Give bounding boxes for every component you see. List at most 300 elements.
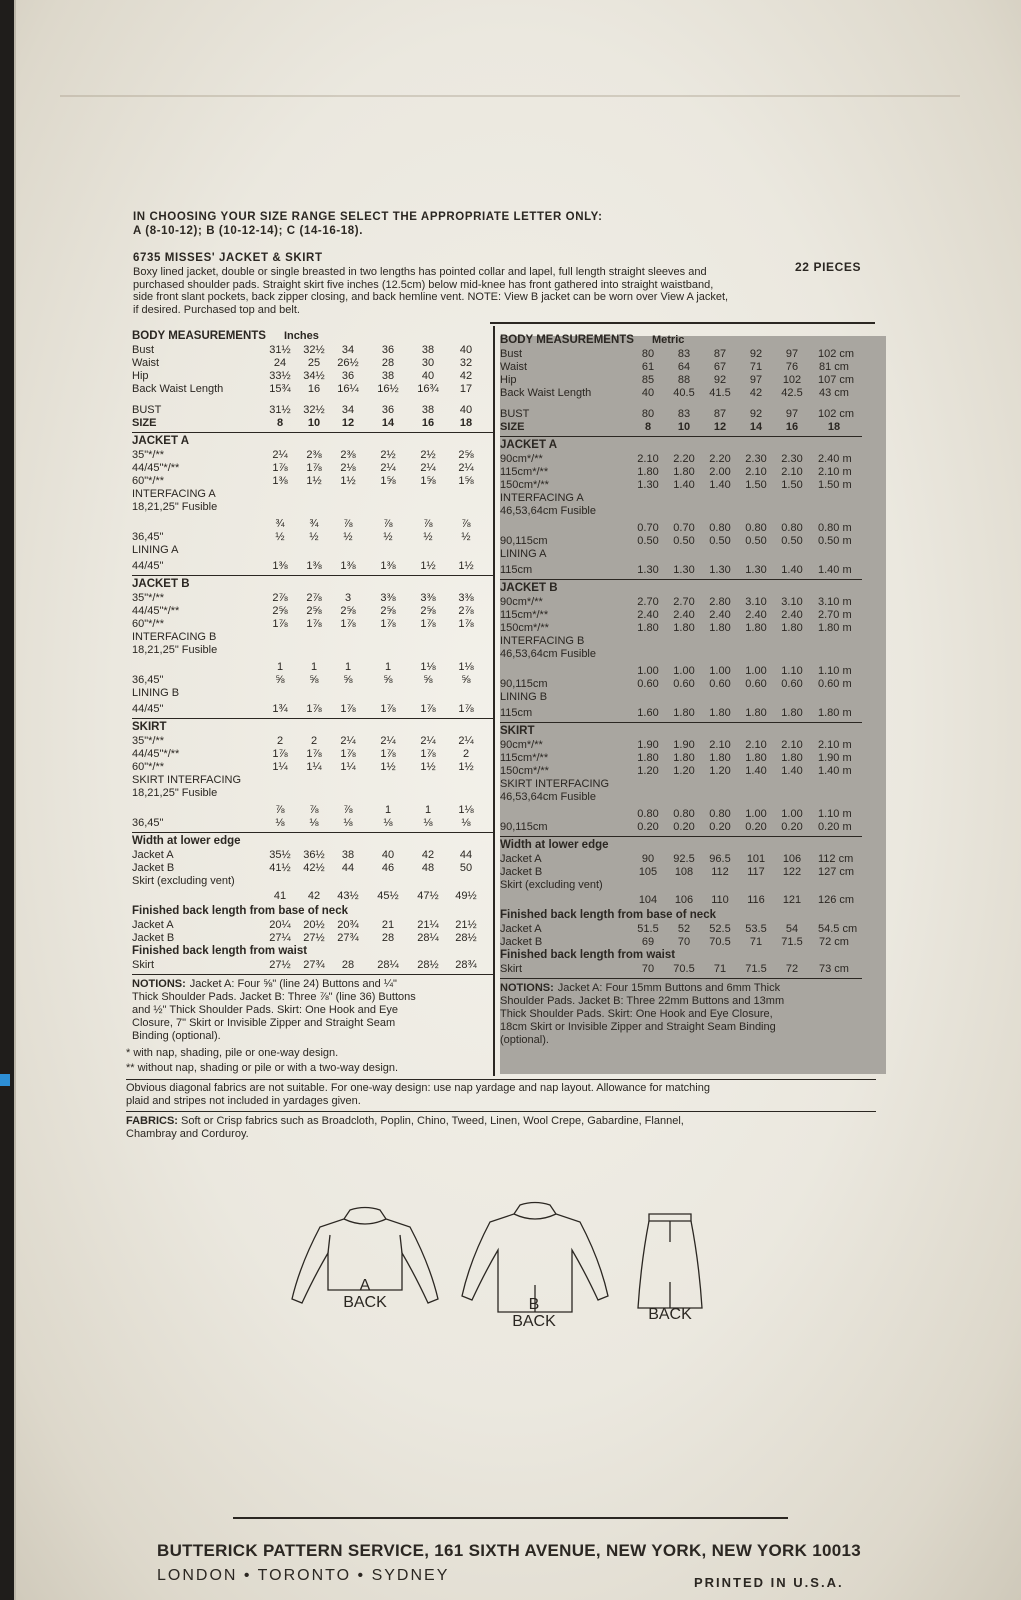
table-row	[132, 661, 490, 674]
row-value: 2.40	[745, 609, 767, 621]
row-value: 0.60	[709, 678, 731, 690]
row-value: 41	[273, 890, 287, 902]
row-value: 10	[677, 421, 691, 433]
row-value: 8	[276, 417, 284, 429]
fabrics-line	[126, 1115, 684, 1128]
row-value: 14	[749, 421, 763, 433]
rule	[132, 575, 494, 576]
row-value: 53.5	[745, 923, 767, 935]
row-value: 49½	[455, 890, 477, 902]
row-value: 2.70	[637, 596, 659, 608]
row-value: ⅝	[383, 674, 393, 686]
row-value: 1.20	[637, 765, 659, 777]
row-value: 1.00	[745, 665, 767, 677]
table-row	[132, 959, 490, 972]
row-value: 21½	[455, 919, 477, 931]
left-edge-line	[14, 0, 16, 1600]
row-value: 1.30	[637, 479, 659, 491]
row-value: 43 cm	[819, 387, 849, 399]
row-value: 1⅞	[272, 462, 288, 474]
row-value: 31½	[269, 344, 291, 356]
row-value: 32	[459, 357, 473, 369]
row-value: 1.00	[637, 665, 659, 677]
table-row	[132, 817, 490, 830]
row-value: 1.80	[745, 752, 767, 764]
description-line: purchased shoulder pads. Straight skirt five inches (12.5cm) below mid-knee has front gathered into straight waistband,	[133, 278, 714, 291]
interfacing-label: INTERFACING A	[500, 492, 584, 504]
row-value: 97	[785, 348, 799, 360]
row-value: ½	[309, 531, 319, 543]
notions-line: 18cm Skirt or Invisible Zipper and Straight Seam Binding	[500, 1021, 776, 1033]
lining-label: LINING A	[132, 544, 179, 556]
row-value: 0.20 m	[818, 821, 852, 833]
table-row	[500, 421, 858, 434]
row-value: 40.5	[673, 387, 695, 399]
row-label: 36,45"	[132, 817, 164, 829]
row-value: 40	[381, 849, 395, 861]
row-value: ⅛	[383, 817, 393, 829]
row-value: 38	[341, 849, 355, 861]
rule	[500, 436, 862, 437]
notions-line: Closure, 7" Skirt or Invisible Zipper and Straight Seam	[132, 1017, 396, 1029]
row-label: 60"*/**	[132, 618, 165, 630]
table-row	[500, 963, 858, 976]
table-row	[500, 752, 858, 765]
row-value: 85	[641, 374, 655, 386]
sketch-b-back-label: BACK	[512, 1313, 556, 1330]
row-value: 1.80	[637, 752, 659, 764]
row-value: 12	[713, 421, 727, 433]
row-value: 18	[459, 417, 473, 429]
row-value: 1.90	[673, 739, 695, 751]
table-row	[132, 605, 490, 618]
row-value: 81 cm	[819, 361, 849, 373]
row-value: 32½	[303, 404, 325, 416]
row-value: 71.5	[745, 963, 767, 975]
row-value: 28¾	[455, 959, 477, 971]
rule	[126, 1111, 876, 1112]
row-value: 1.80 m	[818, 622, 852, 634]
row-value: 30	[421, 357, 435, 369]
table-row	[500, 453, 858, 466]
row-label: Jacket A	[132, 919, 174, 931]
row-value: 67	[713, 361, 727, 373]
row-value: 2.40 m	[818, 453, 852, 465]
section-title: JACKET A	[500, 439, 558, 451]
row-value: 1.00	[673, 665, 695, 677]
fusible-label: 18,21,25" Fusible	[132, 501, 218, 513]
row-value: ⅝	[275, 674, 285, 686]
row-value: 40	[459, 344, 473, 356]
notions-line: Binding (optional).	[132, 1030, 221, 1042]
row-value: 27¼	[269, 932, 291, 944]
row-value: 1⅛	[458, 804, 474, 816]
row-value: 2⅞	[272, 592, 288, 604]
row-value: 2⅝	[458, 449, 474, 461]
row-value: 1⅜	[272, 475, 288, 487]
row-value: 1½	[340, 475, 356, 487]
row-value: 1⅞	[340, 703, 356, 715]
row-value: 42	[307, 890, 321, 902]
row-value: 54	[785, 923, 799, 935]
row-value: 1.60	[637, 707, 659, 719]
fusible-label: 46,53,64cm Fusible	[500, 791, 596, 803]
row-value: 38	[421, 344, 435, 356]
row-label: Hip	[132, 370, 149, 382]
row-value: 3⅜	[380, 592, 396, 604]
row-value: 1⅝	[458, 475, 474, 487]
row-value: ⅛	[309, 817, 319, 829]
pattern-description	[133, 266, 873, 316]
row-value: 16¾	[417, 383, 439, 395]
row-value: 2.70	[673, 596, 695, 608]
section-title: JACKET A	[132, 435, 190, 447]
row-value: 1¼	[340, 761, 356, 773]
table-row	[132, 761, 490, 774]
table-row	[132, 804, 490, 817]
diagonal-note: Obvious diagonal fabrics are not suitable. For one-way design: use nap yardage and nap layout. Allowance for matching	[126, 1082, 710, 1094]
interfacing-label: SKIRT INTERFACING	[500, 778, 610, 790]
row-value: 0.60	[781, 678, 803, 690]
row-value: 2	[310, 735, 318, 747]
unit-label: Inches	[283, 330, 319, 342]
row-value: 2.40	[673, 609, 695, 621]
row-value: 106	[674, 894, 694, 906]
notions-title: NOTIONS:	[500, 982, 554, 994]
row-value: 26½	[337, 357, 359, 369]
row-label: 90cm*/**	[500, 596, 543, 608]
table-row	[500, 739, 858, 752]
size-range-letters: A (8-10-12); B (10-12-14); C (14-16-18).	[133, 225, 364, 237]
row-value: 105	[638, 866, 658, 878]
row-value: ½	[423, 531, 433, 543]
row-value: ⅞	[309, 804, 319, 816]
table-row	[500, 821, 858, 834]
row-value: 18	[827, 421, 841, 433]
table-row	[132, 449, 490, 462]
row-label: 35"*/**	[132, 449, 165, 461]
rule	[132, 832, 494, 833]
row-value: 1.40 m	[818, 564, 852, 576]
row-value: 2⅞	[306, 592, 322, 604]
row-value: 2⅞	[458, 605, 474, 617]
blue-marker	[0, 1074, 10, 1086]
row-value: 1½	[380, 761, 396, 773]
row-value: ⅞	[461, 518, 471, 530]
company-cities: LONDON • TORONTO • SYDNEY	[157, 1567, 450, 1584]
fusible-label: 46,53,64cm Fusible	[500, 648, 596, 660]
row-label: 115cm*/**	[500, 609, 549, 621]
row-value: 34	[341, 404, 355, 416]
row-value: 1.80	[673, 707, 695, 719]
row-value: 1.50	[781, 479, 803, 491]
rule	[500, 836, 862, 837]
row-value: 2⅝	[306, 605, 322, 617]
size-range-heading: IN CHOOSING YOUR SIZE RANGE SELECT THE APPROPRIATE LETTER ONLY:	[133, 211, 603, 223]
row-value: 1⅞	[272, 748, 288, 760]
row-value: 40	[641, 387, 655, 399]
row-value: ¾	[309, 518, 319, 530]
row-label: 36,45"	[132, 674, 164, 686]
row-value: 1½	[420, 560, 436, 572]
row-value: 2⅝	[380, 605, 396, 617]
row-value: 2¼	[380, 462, 396, 474]
row-value: 1.80 m	[818, 707, 852, 719]
row-value: 1	[424, 804, 432, 816]
row-value: 83	[677, 408, 691, 420]
rule	[132, 432, 494, 433]
row-label: BUST	[132, 404, 162, 416]
row-value: 0.80	[673, 808, 695, 820]
row-label: Bust	[132, 344, 155, 356]
table-row	[132, 932, 490, 945]
row-value: 1.30	[673, 564, 695, 576]
table-row	[500, 853, 858, 866]
left-edge-shadow	[0, 0, 14, 1600]
row-value: ⅞	[423, 518, 433, 530]
row-value: 0.20	[637, 821, 659, 833]
row-value: 32½	[303, 344, 325, 356]
row-value: ⅛	[461, 817, 471, 829]
row-value: 36	[381, 344, 395, 356]
row-value: 3⅜	[458, 592, 474, 604]
row-label: Back Waist Length	[132, 383, 224, 395]
row-value: 1⅞	[306, 462, 322, 474]
row-value: 1.80	[673, 466, 695, 478]
row-value: 127 cm	[818, 866, 855, 878]
sketch-a-letter: A	[359, 1277, 371, 1294]
row-value: 35½	[269, 849, 291, 861]
printed-in: PRINTED IN U.S.A.	[694, 1575, 844, 1590]
row-value: 2½	[380, 449, 396, 461]
unit-label: Metric	[651, 334, 685, 346]
table-row	[132, 531, 490, 544]
row-value: 1	[310, 661, 318, 673]
row-value: 1.30	[637, 564, 659, 576]
notions-line: Thick Shoulder Pads. Skirt: One Hook and Eye Closure,	[500, 1008, 773, 1020]
row-value: 0.80	[781, 522, 803, 534]
row-value: 2	[462, 748, 470, 760]
row-value: 1.20	[673, 765, 695, 777]
rule	[126, 1079, 876, 1080]
row-value: ½	[343, 531, 353, 543]
row-label: 35"*/**	[132, 592, 165, 604]
section-title: Finished back length from base of neck	[500, 909, 716, 921]
row-value: 2⅝	[340, 605, 356, 617]
table-row	[132, 383, 490, 396]
row-value: 2¼	[420, 462, 436, 474]
row-value: 16	[785, 421, 799, 433]
row-value: 1⅞	[380, 748, 396, 760]
row-value: 0.70	[673, 522, 695, 534]
row-value: 1.10 m	[818, 808, 852, 820]
table-row	[500, 479, 858, 492]
row-value: 76	[785, 361, 799, 373]
row-value: 70.5	[673, 963, 695, 975]
interfacing-label: INTERFACING A	[132, 488, 216, 500]
row-value: 0.80	[637, 808, 659, 820]
footer-rule	[233, 1517, 788, 1519]
table-row	[132, 618, 490, 631]
row-value: 38	[381, 370, 395, 382]
row-value: 102	[782, 374, 802, 386]
metric-table	[500, 334, 880, 1054]
table-row	[132, 370, 490, 383]
row-value: ½	[461, 531, 471, 543]
row-value: 34	[341, 344, 355, 356]
row-label: 44/45"*/**	[132, 748, 180, 760]
row-value: 1⅞	[340, 618, 356, 630]
row-value: 40	[421, 370, 435, 382]
section-title: Width at lower edge	[132, 835, 241, 847]
section-title: Finished back length from waist	[132, 945, 308, 957]
row-value: 42	[749, 387, 763, 399]
column-divider	[493, 326, 495, 1076]
row-label: Waist	[132, 357, 160, 369]
row-value: 69	[641, 936, 655, 948]
row-value: 2.30	[745, 453, 767, 465]
row-value: 1.10	[781, 665, 803, 677]
company-address: BUTTERICK PATTERN SERVICE, 161 SIXTH AVENUE, NEW YORK, NEW YORK 10013	[157, 1541, 861, 1560]
row-value: 1½	[306, 475, 322, 487]
row-value: 1.80	[781, 707, 803, 719]
row-value: 2¼	[380, 735, 396, 747]
notions-line: Thick Shoulder Pads. Jacket B: Three ⅞" (line 36) Buttons	[132, 991, 416, 1003]
row-label: 44/45"*/**	[132, 462, 180, 474]
row-label: Jacket B	[500, 866, 543, 878]
row-value: 1⅛	[420, 661, 436, 673]
table-row	[132, 475, 490, 488]
fusible-label: 18,21,25" Fusible	[132, 787, 218, 799]
sketch-b-letter: B	[528, 1296, 540, 1313]
row-value: 1.50	[745, 479, 767, 491]
heading-text: BODY MEASUREMENTS	[500, 334, 634, 346]
row-value: 2.20	[673, 453, 695, 465]
row-value: 2¼	[340, 735, 356, 747]
table-row	[500, 535, 858, 548]
table-row	[500, 707, 858, 720]
row-value: 1⅞	[380, 703, 396, 715]
row-value: 1.30	[709, 564, 731, 576]
row-value: 1.40	[709, 479, 731, 491]
rule	[132, 718, 494, 719]
row-value: 41½	[269, 862, 291, 874]
rule	[132, 974, 494, 975]
description-line: side front slant pockets, back zipper closing, and back hemline vent. NOTE: View B jacket can be worn over View A jacket,	[133, 291, 729, 303]
row-label: Skirt	[500, 963, 522, 975]
row-value: 27¾	[303, 959, 325, 971]
row-label: 36,45"	[132, 531, 164, 543]
table-row	[132, 462, 490, 475]
row-value: 3.10	[781, 596, 803, 608]
table-row	[132, 919, 490, 932]
row-value: 0.80 m	[818, 522, 852, 534]
row-value: ⅛	[343, 817, 353, 829]
row-value: 1.80	[709, 622, 731, 634]
row-value: 1⅞	[420, 748, 436, 760]
row-value: 16	[421, 417, 435, 429]
sketch-skirt-back-label: BACK	[648, 1306, 692, 1323]
row-value: 92	[749, 348, 763, 360]
row-value: 110	[711, 894, 729, 906]
row-value: 83	[677, 348, 691, 360]
table-row	[132, 674, 490, 687]
row-value: 2.10	[637, 453, 659, 465]
heading-text: BODY MEASUREMENTS	[132, 330, 266, 342]
row-value: 2⅛	[340, 462, 356, 474]
row-value: 1.00	[709, 665, 731, 677]
row-value: 52.5	[709, 923, 731, 935]
row-value: 1⅞	[306, 748, 322, 760]
notions-title: NOTIONS:	[132, 978, 186, 990]
row-value: 0.50	[745, 535, 767, 547]
row-value: 2.20	[709, 453, 731, 465]
row-value: 1¼	[306, 761, 322, 773]
row-value: 20½	[303, 919, 325, 931]
nap-note: * with nap, shading, pile or one-way design.	[126, 1047, 339, 1059]
row-value: 2⅝	[272, 605, 288, 617]
row-value: 15¾	[269, 383, 291, 395]
row-value: 21	[381, 919, 395, 931]
table-row	[500, 808, 858, 821]
section-title: Finished back length from waist	[500, 949, 676, 961]
row-value: 2.00	[709, 466, 731, 478]
row-value: ⅛	[275, 817, 285, 829]
row-value: 0.60	[673, 678, 695, 690]
row-value: 1.80	[709, 707, 731, 719]
body-measurements-heading	[500, 334, 684, 346]
row-value: 0.80	[745, 522, 767, 534]
row-value: 107 cm	[818, 374, 855, 386]
description-line: if desired. Purchased top and belt.	[133, 303, 300, 316]
row-value: ⅞	[383, 518, 393, 530]
row-label: Jacket B	[132, 862, 175, 874]
diagonal-note-cont: plaid and stripes not included in yardages given.	[126, 1095, 361, 1107]
row-value: 92	[713, 374, 727, 386]
row-value: 1.00	[745, 808, 767, 820]
lining-label: LINING B	[500, 691, 548, 703]
table-row	[500, 609, 858, 622]
row-value: 36	[341, 370, 355, 382]
section-title: SKIRT	[500, 725, 535, 737]
row-value: 71	[749, 361, 763, 373]
row-value: 70.5	[709, 936, 731, 948]
row-value: 1.80	[709, 752, 731, 764]
row-label: 150cm*/**	[500, 765, 549, 777]
row-value: 1⅜	[272, 560, 288, 572]
row-value: 28½	[417, 959, 439, 971]
row-value: 0.80	[709, 522, 731, 534]
row-value: 1⅞	[420, 703, 436, 715]
row-value: 0.20	[709, 821, 731, 833]
row-value: 17	[459, 383, 473, 395]
row-value: 70	[641, 963, 655, 975]
row-value: 14	[381, 417, 395, 429]
row-label: Hip	[500, 374, 517, 386]
notions-line: Jacket A: Four ⅝" (line 24) Buttons and ¼"	[189, 978, 397, 990]
row-value: 44	[341, 862, 355, 874]
row-value: 51.5	[637, 923, 659, 935]
row-value: 28½	[455, 932, 477, 944]
row-value: 2.40	[637, 609, 659, 621]
skirt-excl-vent-label: Skirt (excluding vent)	[132, 875, 235, 887]
row-value: 28	[381, 357, 395, 369]
row-value: 2.10	[781, 466, 803, 478]
row-value: 16¼	[337, 383, 359, 395]
row-value: 1⅞	[306, 703, 322, 715]
row-value: 1.80	[673, 622, 695, 634]
row-value: 1.90 m	[818, 752, 852, 764]
